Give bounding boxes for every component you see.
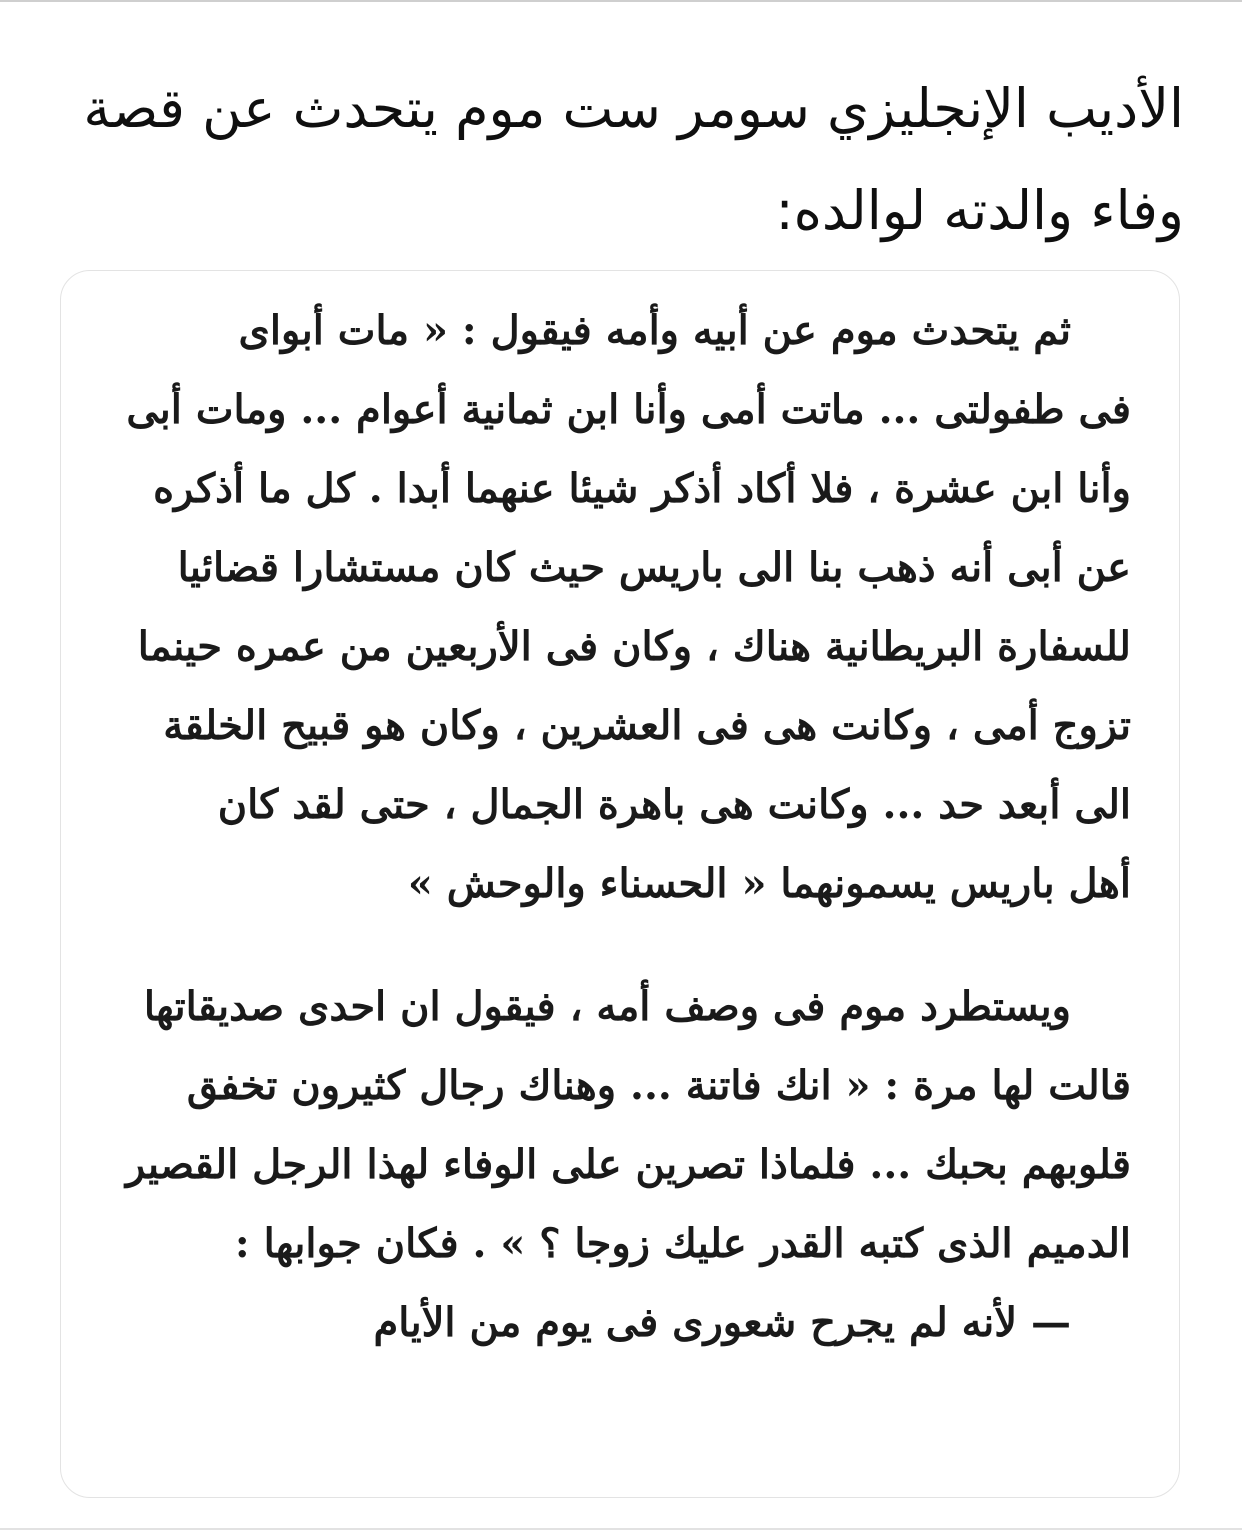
tweet-text [44, 58, 1184, 262]
paragraph-gap [111, 923, 1131, 967]
scan-line: أهل باريس يسمونهما « الحسناء والوحش » [407, 860, 1131, 907]
scan-line: ويستطرد موم فى وصف أمه ، فيقول ان احدى صديقاتها [143, 983, 1071, 1030]
tweet-line-1: الأديب الإنجليزي سومر ست موم يتحدث عن قصة [83, 77, 1184, 140]
attached-image-card[interactable] [60, 270, 1180, 1498]
scan-line: للسفارة البريطانية هناك ، وكان فى الأربعين من عمره حينما [137, 623, 1131, 670]
scan-line: فى طفولتى ... ماتت أمى وأنا ابن ثمانية أعوام ... ومات أبى [126, 386, 1131, 433]
scanned-book-page [111, 291, 1131, 1362]
scan-line: ثم يتحدث موم عن أبيه وأمه فيقول : « مات أبواى [238, 307, 1071, 354]
scan-line: تزوج أمى ، وكانت هى فى العشرين ، وكان هو قبيح الخلقة [163, 702, 1131, 749]
scan-line: قالت لها مرة : « انك فاتنة ... وهناك رجال كثيرون تخفق [186, 1062, 1131, 1109]
scan-line: قلوبهم بحبك ... فلماذا تصرين على الوفاء لهذا الرجل القصير [125, 1141, 1131, 1188]
bottom-divider [0, 1528, 1242, 1530]
tweet-line-2: وفاء والدته لوالده: [775, 179, 1184, 242]
scan-line: الى أبعد حد ... وكانت هى باهرة الجمال ، حتى لقد كان [217, 781, 1131, 828]
scan-answer-line: — لأنه لم يجرح شعورى فى يوم من الأيام [373, 1299, 1071, 1346]
top-divider [0, 0, 1242, 2]
scan-line: الدميم الذى كتبه القدر عليك زوجا ؟ » . فكان جوابها : [234, 1220, 1131, 1267]
scan-line: وأنا ابن عشرة ، فلا أكاد أذكر شيئا عنهما أبدا . كل ما أذكره [153, 465, 1131, 512]
scan-line: عن أبى أنه ذهب بنا الى باريس حيث كان مستشارا قضائيا [177, 544, 1131, 591]
